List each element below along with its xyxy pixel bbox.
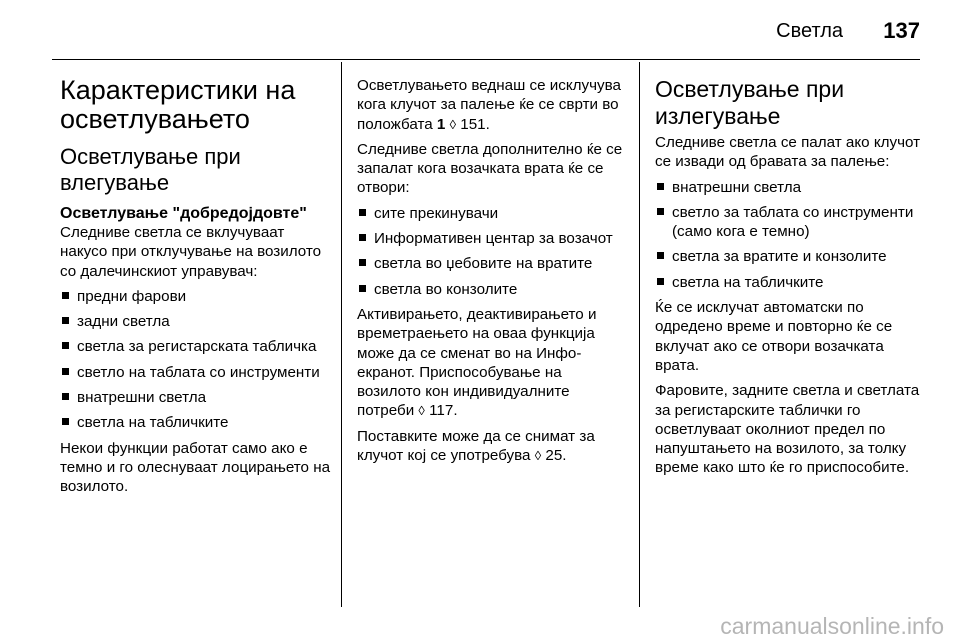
column-divider-1 — [341, 62, 342, 607]
text: . — [485, 115, 490, 133]
column-divider-2 — [639, 62, 640, 607]
text: . — [453, 402, 458, 420]
intro-paragraph: Следниве светла се палат ако клучот се извади од бравата за палење: — [655, 134, 921, 171]
text: . — [562, 447, 567, 465]
watermark: carmanualsonline.info — [720, 613, 944, 639]
list-item: светло за таблата со инструменти (само кога е темно) — [655, 203, 923, 242]
column-1 — [60, 76, 332, 497]
list-item: светла во конзолите — [357, 280, 629, 299]
list-item: задни светла — [60, 312, 332, 331]
subsection-heading: Осветлување при влегување — [60, 144, 241, 195]
list-item: светла на табличките — [655, 273, 923, 292]
text: Осветлувањето веднаш се исклучува кога клучот за палење ќе се сврти во положбата — [357, 77, 621, 133]
text: Активирањето, деактивирањето и времетраењето на оваа функција може да се сменат во на Инфо-екранот. Приспособување на возилото кон индивидуалните потреби — [357, 305, 597, 420]
list-item: светла за вратите и конзолите — [655, 247, 923, 266]
exit-lights-list — [655, 178, 923, 292]
list-item: сите прекинувачи — [357, 204, 629, 223]
list-item: светла на табличките — [60, 413, 332, 432]
cross-reference-icon: ◊ — [534, 448, 542, 464]
paragraph-auto-off: Ќе се исклучат автоматски по одредено време и повторно ќе се вклучат ако се отвори возачката врата. — [655, 299, 893, 374]
column-3 — [655, 76, 923, 478]
section-title: Светла — [776, 20, 843, 42]
outro-paragraph: Некои функции работат само ако е темно и го олеснуваат лоцирањето на возилото. — [60, 439, 331, 496]
list-item: светла за регистарската табличка — [60, 337, 332, 356]
list-item: светла во џебовите на вратите — [357, 254, 629, 273]
page-ref[interactable]: 25 — [545, 447, 563, 465]
column-2 — [357, 76, 629, 465]
intro-paragraph: Следниве светла се вклучуваат накусо при отклучување на возилото со далечинскиот управувач: — [60, 224, 322, 280]
paragraph-door: Следниве светла дополнително ќе се запалат кога возачката врата ќе се отвори: — [357, 140, 623, 197]
list-item: внатрешни светла — [60, 388, 332, 407]
list-item: предни фарови — [60, 287, 332, 306]
section-heading: Карактеристики на осветлувањето — [60, 75, 296, 134]
page-ref[interactable]: 117 — [429, 402, 454, 420]
text: Поставките може да се снимат за клучот кој се употребува — [357, 427, 595, 465]
welcome-lights-list — [60, 287, 332, 433]
key-position: 1 — [436, 115, 446, 133]
door-lights-list — [357, 204, 629, 299]
cross-reference-icon: ◊ — [449, 116, 457, 132]
page-number: 137 — [883, 18, 920, 43]
subsection-heading: Осветлување при излегување — [655, 76, 845, 129]
paragraph-key — [357, 427, 629, 466]
list-item: внатрешни светла — [655, 178, 923, 197]
list-item: светло на таблата со инструменти — [60, 363, 332, 382]
paragraph-settings — [357, 305, 629, 421]
page-header — [0, 0, 960, 62]
paragraph-headlights: Фаровите, задните светла и светлата за регистарските таблички го осветлуваат околниот предел по напуштањето на возилото, за толку време како што ќе го приспособите. — [655, 382, 920, 477]
list-item: Информативен центар за возачот — [357, 229, 629, 248]
paragraph-ignition — [357, 76, 629, 134]
subsubsection-heading: Осветлување "добредојдовте" — [60, 205, 307, 222]
header-rule — [52, 59, 920, 60]
cross-reference-icon: ◊ — [418, 403, 425, 419]
page-ref[interactable]: 151 — [460, 115, 486, 133]
